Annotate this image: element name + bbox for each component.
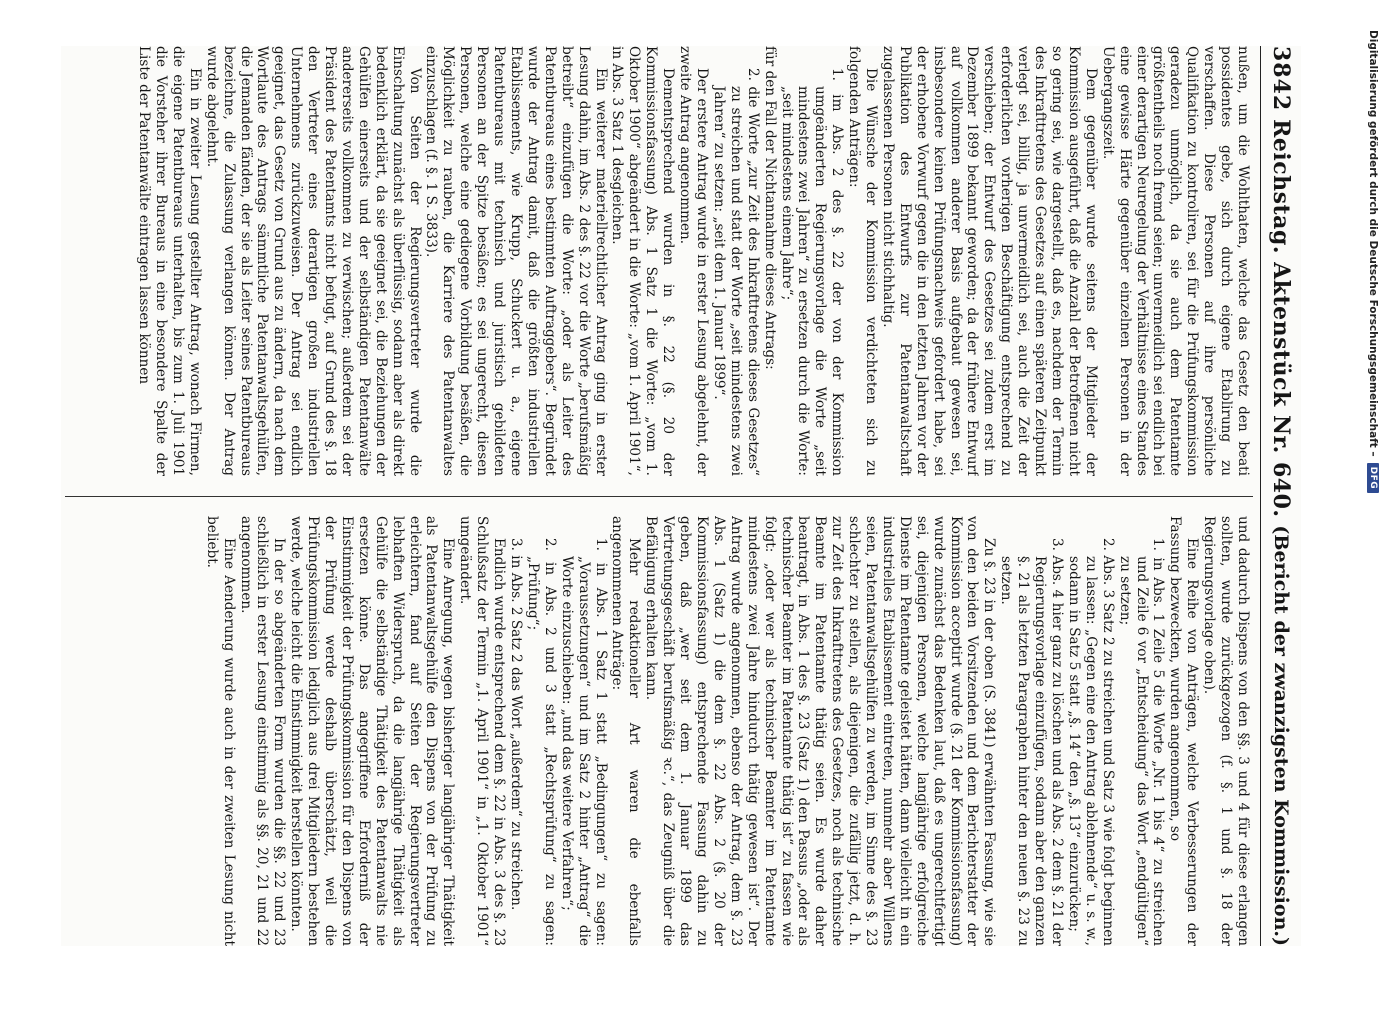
paragraph: Ein in zweiter Lesung gestellter Antrag, wonach Firmen, die eigene Patentbureaus unterhalten, bis zum 1. Juli 1901 die Vorsteher ihrer Bureaus in eine besondere Spalte der Liste der Patentanwälte eintragen lassen können	[136, 46, 203, 476]
list-item: 2. die Worte „zur Zeit des Inkrafttretens dieses Gesetzes“ zu streichen und statt der Worte „seit mindestens zwei Jahren“ zu setzen: „seit dem 1. Januar 1899“.	[710, 68, 761, 476]
list-item: 3. in Abs. 2 Satz 2 das Wort „außerdem“ zu streichen.	[508, 538, 525, 911]
paragraph: Endlich wurde entsprechend dem §. 22 in Abs. 3 des §. 23 Schlußsatz der Termin „1. April 1901“ in „1. Oktober 1901“ umgeändert.	[457, 516, 508, 946]
notice-text: Digitalisierung gefördert durch die Deutsche Forschungsgemeinschaft –	[1367, 30, 1379, 457]
paragraph: In der so abgeänderten Form wurden die §§. 22 und 23 schließlich in erster Lesung einstimmig als §§. 20, 21 und 22 angenommen.	[237, 516, 288, 946]
scanned-page	[61, 46, 1301, 946]
paragraph: Von Seiten der Regierungsvertreter wurde die Einschaltung zunächst als überflüssig, sodann aber als direkt bedenklich erklärt, da sie geeignet sei, die Beziehungen der Gehülfen einerseits und der selbständigen Patentanwälte andererseits vollkommen zu verwischen; außerdem sei der Präsident des Patentamts nicht befugt, auf Grund des §. 18 den Vertreter eines derartigen großen industriellen Unternehmens zurückzuweisen. Der Antrag sei endlich geeignet, das Gesetz von Grund aus zu ändern, da nach dem Wortlaute des Antrags sämmtliche Patentanwaltsgehülfen, die Jemanden fänden, der sie als Leiter seines Patentbureaus bezeichne, die Zulassung verlangen können. Der Antrag wurde abgelehnt.	[203, 46, 423, 476]
list-item: 2. Abs. 3 Satz 2 zu streichen und Satz 3 wie folgt beginnen zu lassen: „Gegen eine den Antrag ablehnende“ u. s. w., sodann in Satz 5 statt „§. 14“ den „§. 13“ einzurücken;	[1065, 538, 1116, 946]
paragraph: Eine Anregung, wegen bisheriger langjähriger Thätigkeit als Patentanwaltsgehülfe den Dispens von der Prüfung zu erleichtern, fand auf Seiten der Regierungsvertreter lebhaften Widerspruch, da die langjährige Thätigkeit als Gehülfe die selbständige Thätigkeit des Patentanwalts nie ersetzen könne. Das angegriffene Erforderniß der Einstimmigkeit der Prüfungskommission für den Dispens von der Prüfung werde deshalb überschätzt, weil die Prüfungskommission lediglich aus drei Mitgliedern bestehen werde, welche leicht die Einstimmigkeit herstellen könnten.	[288, 516, 457, 946]
list-item: 1. im Abs. 2 des §. 22 der von der Kommission umgeänderten Regierungsvorlage die Worte „seit mindestens zwei Jahren“ zu ersetzen durch die Worte: „seit mindestens einem Jahre“;	[778, 68, 846, 476]
paragraph: Ein weiterer materiellrechtlicher Antrag ging in erster Lesung dahin, im Abs. 2 des §. 22 vor die Worte „berufsmäßig betreibt“ einzufügen die Worte: „oder als Leiter des Patentbureaus eines bestimmten Auftraggebers“. Begründet wurde der Antrag damit, daß die größten industriellen Etablissements, wie Krupp, Schuckert u. a., eigene Patentbureaus mit technisch und juristisch gebildeten Personen an der Spitze besäßen; es sei ungerecht, diesen Personen, welche eine gediegene Vorbildung besäßen, die Möglichkeit zu rauben, die Karriere des Patentanwaltes einzuschlagen (f. §. 1 S. 3833).	[423, 46, 609, 476]
dfg-logo: DFG	[1367, 463, 1379, 494]
list-item: 1. in Abs. 1 Zeile 5 die Worte „Nr. 1 bis 4“ zu streichen und Zeile 6 vor „Entscheidung“ das Wort „endgültigen“ zu setzen;	[1116, 538, 1167, 946]
text-column-left	[66, 46, 1251, 476]
page-number: 3842	[1268, 46, 1294, 112]
text-column-right	[66, 516, 1251, 946]
list-item: 2. in Abs. 2 und 3 statt „Rechtsprüfung“ zu sagen: „Prüfung“;	[524, 538, 558, 946]
paragraph: für den Fall der Nichtannahme dieses Antrags:	[761, 46, 778, 370]
paragraph: Eine Aenderung wurde auch in der zweiten Lesung nicht beliebt.	[203, 516, 237, 946]
paragraph: Die Wünsche der Kommission verdichteten sich zu folgenden Anträgen:	[846, 46, 880, 476]
paragraph: Zu §. 23 in der oben (S. 3841) erwähnten Fassung, wie sie von den beiden Vorsitzenden und dem Berichterstatter der Kommission acceptirt wurde (§. 21 der Kommissionsfassung) wurde zunächst das Bedenken laut, daß es ungerechtfertigt sei, diejenigen Personen, welche langjährige erfolgreiche Dienste im Patentamte geleistet hätten, dann vielleicht in ein industrielles Etablissement eintreten, nunmehr aber Willens seien, Patentanwaltsgehülfen zu werden, im Sinne des §. 23 schlechter zu stellen, als diejenigen, die zufällig jetzt, d. h. zur Zeit des Inkrafttretens des Gesetzes, noch als technische Beamte im Patentamte thätig seien. Es wurde daher beantragt, in Abs. 1 des §. 23 (Satz 1) den Passus „oder als technischer Beamter im Patentamte thätig ist“ zu fassen wie folgt: „oder wer als technischer Beamter im Patentamte mindestens zwei Jahre hindurch thätig gewesen ist“. Der Antrag wurde angenommen, ebenso der Antrag, dem §. 23 Abs. 1 (Satz 1) die dem §. 22 Abs. 2 (§. 20 der Kommissionsfassung) entsprechende Fassung dahin zu geben, daß „wer seit dem 1. Januar 1899 das Vertretungsgeschäft berufsmäßig ꝛc.“, das Zeugniß über die Befähigung erhalten kann.	[643, 516, 998, 946]
commission-title: (Bericht der zwanzigsten Kommission.)	[1270, 525, 1292, 946]
paragraph: nußen, um die Wohlthaten, welche das Gesetz den beati possidentes gebe, sich durch eigene Etablirung zu verschaffen. Diese Personen auf ihre persönliche Qualifikation zu kontroliren, sei für die Prüfungskommission geradezu unmöglich, da sie auch dem Patentamte größtentheils noch fremd seien; unvermeidlich sei endlich bei einer derartigen Neuregelung der Verhältnisse eines Standes eine gewisse Härte gegenüber einzelnen Personen in der Uebergangszeit.	[1099, 46, 1251, 476]
document-title: Reichstag. Aktenstück Nr. 640.	[1268, 119, 1294, 518]
paragraph: Mehr redaktioneller Art waren die ebenfalls angenommenen Anträge:	[609, 516, 643, 946]
paragraph: Dem gegenüber wurde seitens der Mitglieder der Kommission ausgeführt, daß die Anzahl der Betroffenen nicht so gering sei, wie dargestellt, daß es, nachdem der Termin des Inkrafttretens des Gesetzes auf einen späteren Zeitpunkt verlegt sei, billig, ja unvermeidlich sei, auch die Zeit der erforderlichen vorherigen Beschäftigung entsprechend zu verschieben; der Entwurf des Gesetzes sei zudem erst im Dezember 1899 bekannt geworden; da der frühere Entwurf auf vollkommen anderer Basis aufgebaut gewesen sei, insbesondere keinen Prüfungsnachweis gefordert habe, sei der erhobene Vorwurf gegen die in den letzten Jahren vor der Publikation des Entwurfs zur Patentanwaltschaft zugelassenen Personen nicht stichhaltig.	[879, 46, 1099, 476]
paragraph: und dadurch Dispens von den §§. 3 und 4 für diese erlangen sollten, wurde zurückgezogen (f. §. 1 und §. 18 der Regierungsvorlage oben).	[1201, 516, 1251, 946]
page-header	[1260, 46, 1301, 946]
paragraph: Eine Reihe von Anträgen, welche Verbesserungen der Fassung bezweckten, wurden angenommen, so	[1167, 516, 1201, 946]
paragraph: Der erstere Antrag wurde in erster Lesung abgelehnt, der zweite Antrag angenommen.	[677, 46, 710, 476]
column-divider	[65, 496, 1253, 497]
list-item: 3. Abs. 4 hier ganz zu löschen und als Abs. 2 dem §. 21 der Regierungsvorlage einzufügen, sodann aber den ganzen §. 21 als letzten Paragraphen hinter den neuen §. 23 zu setzen.	[998, 538, 1066, 946]
paragraph: Dementsprechend wurden in §. 22 (§. 20 der Kommissionsfassung) Abs. 1 Satz 1 die Worte: „vom 1. Oktober 1900“ abgeändert in die Worte: „vom 1. April 1901“, in Abs. 3 Satz 1 desgleichen.	[609, 46, 677, 476]
digitization-notice	[1363, 30, 1383, 1010]
list-item: 1. in Abs. 1 Satz 1 statt „Bedingungen“ zu sagen: „Voraussetzungen“ und im Satz 2 hinter „Antrag“ die Worte einzuschieben: „und das weitere Verfahren“;	[558, 538, 609, 946]
